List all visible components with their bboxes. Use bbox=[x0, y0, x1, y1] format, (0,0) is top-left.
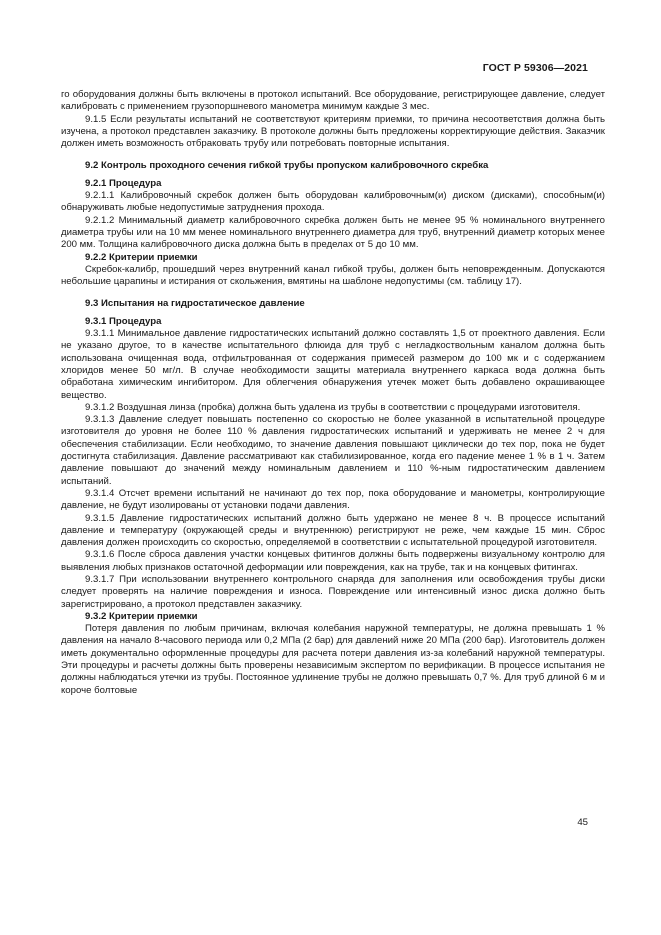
clause-9-3-1-1: 9.3.1.1 Минимальное давление гидростатических испытаний должно составлять 1,5 от проектного давления. Если не указано другое, то в качестве испытательного флюида для труб с негладкоствольным каналом должна быть использована очищенная вода, отфильтрованная от содержания примесей размером до 100 мк и с содержанием хлоридов менее 50 мг/л. В случае необходимости защиты материала внутреннего каркаса вода должна быть обработана химическим ингибитором. Для облегчения обнаружения утечек может быть добавлено окрашивающее вещество. bbox=[61, 328, 605, 401]
clause-9-2-1-1: 9.2.1.1 Калибровочный скребок должен быть оборудован калибровочным(и) диском (дисками), способным(и) обнаруживать любые недопустимые затруднения прохода. bbox=[61, 190, 605, 214]
clause-9-3-1-3: 9.3.1.3 Давление следует повышать постепенно со скоростью не более указанной в испытательной процедуре изготовителя до уровня не более 110 % давления гидростатических испытаний и удерживать не менее 2 ч для обеспечения стабилизации. Если необходимо, то значение давления повышают циклически до тех пор, пока не будет достигнута стабилизация. Давление рассматривают как стабилизированное, когда его падение менее 1 % в 1 ч. Затем давление повышают до значений между номинальным давлением и 110 %-ным гидростатическим давлением испытаний. bbox=[61, 414, 605, 487]
clause-9-3-1-7: 9.3.1.7 При использовании внутреннего контрольного снаряда для заполнения или освобождения трубы диски следует проверять на наличие повреждения и износа. Повреждение или интенсивный износ диска должно быть зарегистрировано, а протокол представлен заказчику. bbox=[61, 573, 605, 610]
section-heading-9-2: 9.2 Контроль проходного сечения гибкой трубы пропуском калибровочного скребка bbox=[85, 160, 489, 172]
document-header: ГОСТ Р 59306—2021 bbox=[482, 62, 588, 74]
subsection-heading-9-3-1: 9.3.1 Процедура bbox=[85, 315, 162, 327]
clause-9-3-1-2: 9.3.1.2 Воздушная линза (пробка) должна быть удалена из трубы в соответствии с процедурами изготовителя. bbox=[85, 401, 581, 413]
subsection-heading-9-3-2: 9.3.2 Критерии приемки bbox=[85, 610, 198, 622]
subsection-heading-9-2-1: 9.2.1 Процедура bbox=[85, 177, 162, 189]
clause-9-3-1-6: 9.3.1.6 После сброса давления участки концевых фитингов должны быть подвержены визуальному контролю для выявления любых признаков остаточной деформации или повреждения, как на трубе, так и на концевых фитингах. bbox=[61, 549, 605, 573]
section-heading-9-3: 9.3 Испытания на гидростатическое давление bbox=[85, 298, 305, 310]
body-paragraph: Скребок-калибр, прошедший через внутренний канал гибкой трубы, должен быть неповрежденным. Допускаются небольшие царапины и истирания от скольжения, вмятины на шаблоне недопустимы (см. таблицу 17). bbox=[61, 263, 605, 288]
clause-9-2-1-2: 9.2.1.2 Минимальный диаметр калибровочного скребка должен быть не менее 95 % номинального внутреннего диаметра трубы или на 10 мм менее номинального внутреннего диаметра для труб, внутренний диаметр которых менее 200 мм. Толщина калибровочного диска должна быть в пределах от 5 до 10 мм. bbox=[61, 214, 605, 251]
clause-9-1-5: 9.1.5 Если результаты испытаний не соответствуют критериям приемки, то причина несоответствия должна быть изучена, а протокол представлен заказчику. В протоколе должны быть предложены корректирующие действия. Заказчик должен иметь возможность отбраковать трубу или потребовать повторные испытания. bbox=[61, 113, 605, 150]
body-paragraph: го оборудования должны быть включены в протокол испытаний. Все оборудование, регистрирующее давление, следует калибровать с применением грузопоршневого манометра минимум каждые 3 мес. bbox=[61, 89, 605, 113]
subsection-heading-9-2-2: 9.2.2 Критерии приемки bbox=[85, 251, 198, 263]
clause-9-3-1-5: 9.3.1.5 Давление гидростатических испытаний должно быть удержано не менее 8 ч. В процессе испытаний давление и температуру (окружающей среды и внутреннюю) регистрируют не реже, чем каждые 15 мин. Сброс давления должен происходить со скоростью, определяемой в соответствии с испытательной процедурой изготовителя. bbox=[61, 512, 605, 549]
page-number: 45 bbox=[577, 817, 588, 828]
body-paragraph: Потеря давления по любым причинам, включая колебания наружной температуры, не должна превышать 1 % давления на начало 8-часового периода или 0,2 МПа (2 бар) для давлений ниже 20 МПа (200 бар). Изготовитель должен иметь документально оформленные процедуры для расчета потери давления из-за колебаний наружной температуры. Эти процедуры и расчеты должны быть проверены независимым экспертом по верификации. В процессе испытания не должны наблюдаться утечки из трубы. Постоянное удлинение трубы не должно превышать 0,7 %. Для труб длиной 6 м и короче болтовые bbox=[61, 623, 605, 696]
clause-9-3-1-4: 9.3.1.4 Отсчет времени испытаний не начинают до тех пор, пока оборудование и манометры, контролирующие давление, не будут изолированы от установки подачи давления. bbox=[61, 487, 605, 512]
page-body bbox=[61, 89, 605, 697]
